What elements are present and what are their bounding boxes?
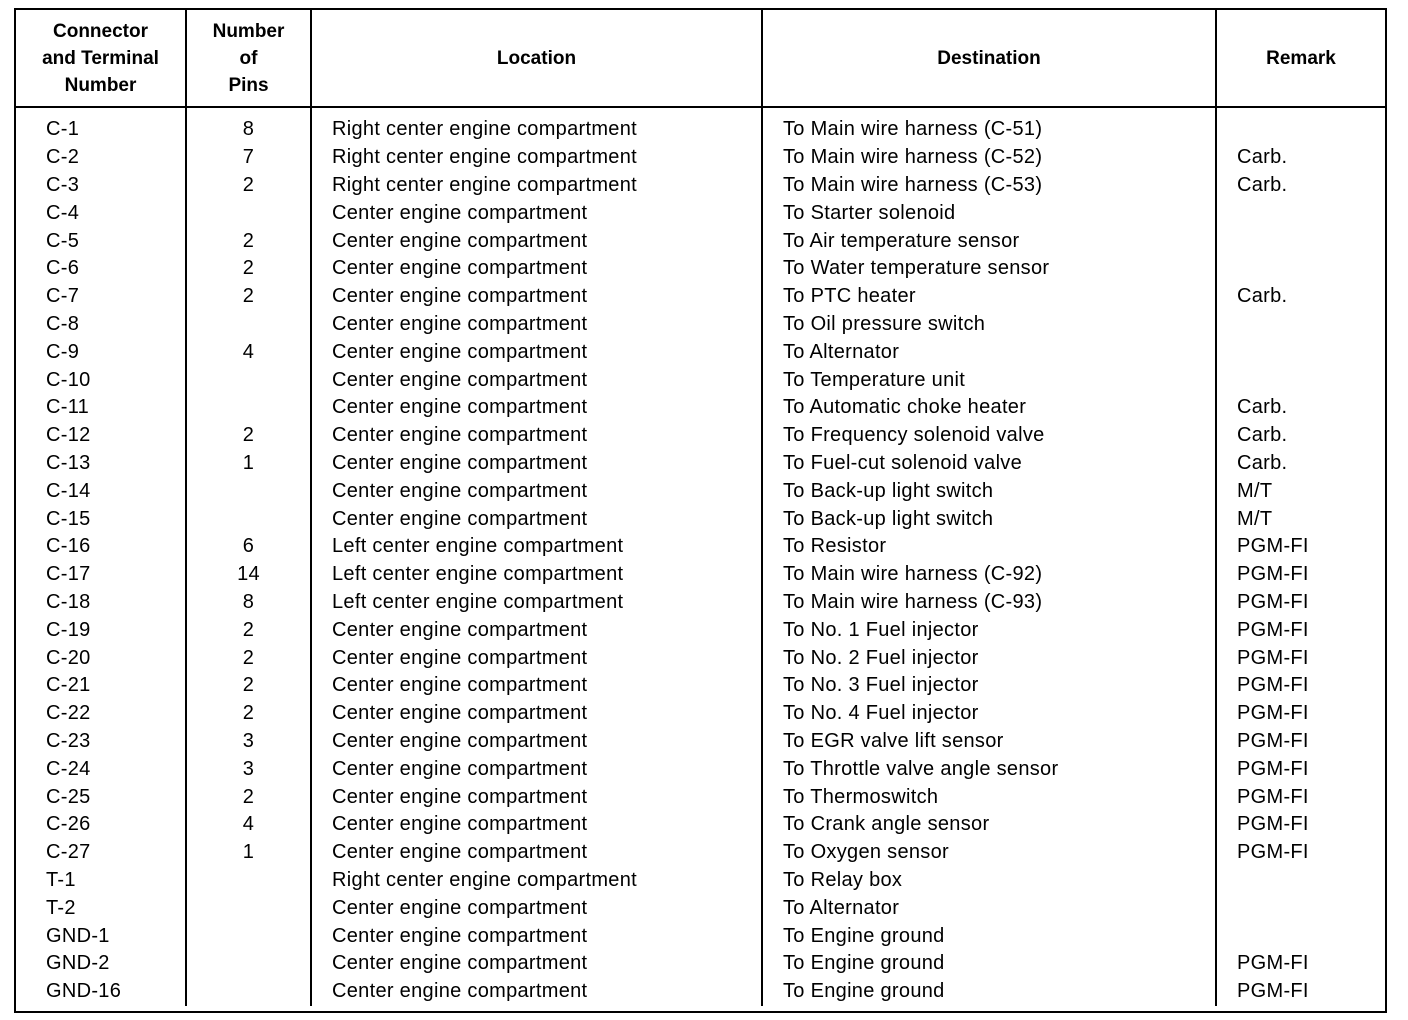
- cell-pins: [186, 867, 311, 895]
- table-row: [16, 366, 1385, 394]
- cell-remark: PGM-FI: [1237, 841, 1309, 864]
- cell-pins: 3: [186, 755, 311, 783]
- table-row: [16, 172, 1385, 200]
- table-row: [16, 394, 1385, 422]
- cell-connector: C-19: [16, 616, 186, 644]
- header-pins-line2: of: [239, 47, 258, 69]
- cell-connector: C-12: [16, 422, 186, 450]
- table-row: [16, 533, 1385, 561]
- table-row: [16, 255, 1385, 283]
- header-connector: [16, 10, 186, 107]
- cell-location: Right center engine compartment: [311, 867, 762, 895]
- table-row: [16, 922, 1385, 950]
- cell-location: Center engine compartment: [311, 311, 762, 339]
- cell-connector: C-24: [16, 755, 186, 783]
- table-row: [16, 672, 1385, 700]
- cell-destination: To Air temperature sensor: [762, 227, 1216, 255]
- cell-destination: To Resistor: [762, 533, 1216, 561]
- header-destination: Destination: [762, 10, 1216, 107]
- cell-destination: To Temperature unit: [762, 366, 1216, 394]
- table-row: [16, 144, 1385, 172]
- cell-remark: PGM-FI: [1237, 785, 1309, 808]
- cell-location: Left center engine compartment: [311, 589, 762, 617]
- cell-pins: 14: [186, 561, 311, 589]
- cell-destination: To Engine ground: [762, 978, 1216, 1006]
- cell-connector: C-8: [16, 311, 186, 339]
- cell-remark: PGM-FI: [1237, 813, 1309, 836]
- cell-connector: C-2: [16, 144, 186, 172]
- cell-connector: GND-2: [16, 950, 186, 978]
- cell-location: Center engine compartment: [311, 783, 762, 811]
- cell-connector: C-22: [16, 700, 186, 728]
- cell-pins: 4: [186, 338, 311, 366]
- cell-location: Right center engine compartment: [311, 144, 762, 172]
- cell-connector: T-2: [16, 894, 186, 922]
- cell-location: Center engine compartment: [311, 922, 762, 950]
- cell-remark: PGM-FI: [1237, 702, 1309, 725]
- cell-location: Center engine compartment: [311, 255, 762, 283]
- cell-destination: To Alternator: [762, 338, 1216, 366]
- cell-connector: C-13: [16, 450, 186, 478]
- cell-location: Center engine compartment: [311, 394, 762, 422]
- cell-connector: C-27: [16, 839, 186, 867]
- cell-remark: [1216, 338, 1385, 366]
- header-location: Location: [311, 10, 762, 107]
- cell-remark: [1216, 311, 1385, 339]
- cell-pins: [186, 311, 311, 339]
- cell-destination: To No. 3 Fuel injector: [762, 672, 1216, 700]
- cell-destination: To Alternator: [762, 894, 1216, 922]
- cell-destination: To Fuel-cut solenoid valve: [762, 450, 1216, 478]
- header-pins: [186, 10, 311, 107]
- connector-table: [14, 8, 1387, 1013]
- header-connector-line1: Connector: [53, 20, 148, 42]
- cell-pins: [186, 950, 311, 978]
- cell-location: Left center engine compartment: [311, 561, 762, 589]
- table-row: [16, 867, 1385, 895]
- cell-destination: To Engine ground: [762, 950, 1216, 978]
- cell-location: Center engine compartment: [311, 755, 762, 783]
- cell-connector: C-1: [16, 107, 186, 144]
- cell-location: Right center engine compartment: [311, 107, 762, 144]
- cell-connector: C-5: [16, 227, 186, 255]
- cell-remark: PGM-FI: [1237, 980, 1309, 1003]
- cell-location: Center engine compartment: [311, 811, 762, 839]
- cell-destination: To Frequency solenoid valve: [762, 422, 1216, 450]
- cell-remark: PGM-FI: [1237, 646, 1309, 669]
- cell-connector: C-10: [16, 366, 186, 394]
- cell-remark: [1216, 255, 1385, 283]
- cell-location: Center engine compartment: [311, 283, 762, 311]
- header-remark: Remark: [1216, 10, 1385, 107]
- cell-destination: To EGR valve lift sensor: [762, 728, 1216, 756]
- cell-pins: [186, 394, 311, 422]
- cell-pins: [186, 477, 311, 505]
- cell-connector: C-26: [16, 811, 186, 839]
- cell-connector: C-21: [16, 672, 186, 700]
- header-row: [16, 10, 1385, 107]
- cell-location: Center engine compartment: [311, 616, 762, 644]
- cell-remark: M/T: [1237, 479, 1273, 502]
- cell-pins: 2: [186, 172, 311, 200]
- cell-pins: 4: [186, 811, 311, 839]
- cell-connector: C-17: [16, 561, 186, 589]
- cell-remark: [1216, 199, 1385, 227]
- table-row: [16, 728, 1385, 756]
- cell-pins: 7: [186, 144, 311, 172]
- cell-connector: GND-16: [16, 978, 186, 1006]
- header-pins-line3: Pins: [228, 74, 269, 96]
- table-row: [16, 700, 1385, 728]
- cell-pins: 2: [186, 783, 311, 811]
- cell-location: Center engine compartment: [311, 477, 762, 505]
- cell-pins: [186, 894, 311, 922]
- cell-remark: Carb.: [1237, 424, 1288, 447]
- cell-location: Center engine compartment: [311, 644, 762, 672]
- connector-grid: [16, 10, 1385, 1006]
- table-row: [16, 338, 1385, 366]
- cell-remark: [1216, 227, 1385, 255]
- cell-remark: [1216, 867, 1385, 895]
- cell-connector: C-6: [16, 255, 186, 283]
- cell-location: Center engine compartment: [311, 894, 762, 922]
- cell-remark: PGM-FI: [1237, 590, 1309, 613]
- cell-remark: M/T: [1237, 507, 1273, 530]
- cell-destination: To Main wire harness (C-93): [762, 589, 1216, 617]
- cell-connector: C-11: [16, 394, 186, 422]
- cell-location: Center engine compartment: [311, 422, 762, 450]
- table-row: [16, 283, 1385, 311]
- table-row: [16, 199, 1385, 227]
- cell-remark: [1216, 366, 1385, 394]
- cell-location: Center engine compartment: [311, 978, 762, 1006]
- cell-destination: To Back-up light switch: [762, 505, 1216, 533]
- cell-destination: To Automatic choke heater: [762, 394, 1216, 422]
- cell-remark: PGM-FI: [1237, 563, 1309, 586]
- cell-pins: 2: [186, 616, 311, 644]
- cell-destination: To Back-up light switch: [762, 477, 1216, 505]
- cell-destination: To Main wire harness (C-52): [762, 144, 1216, 172]
- table-row: [16, 505, 1385, 533]
- cell-destination: To Main wire harness (C-53): [762, 172, 1216, 200]
- table-row: [16, 894, 1385, 922]
- cell-location: Center engine compartment: [311, 227, 762, 255]
- cell-pins: 2: [186, 283, 311, 311]
- cell-pins: 8: [186, 589, 311, 617]
- cell-connector: C-16: [16, 533, 186, 561]
- cell-pins: [186, 978, 311, 1006]
- cell-remark: Carb.: [1237, 451, 1288, 474]
- cell-destination: To Oil pressure switch: [762, 311, 1216, 339]
- cell-remark: PGM-FI: [1237, 757, 1309, 780]
- cell-connector: C-4: [16, 199, 186, 227]
- cell-connector: C-25: [16, 783, 186, 811]
- cell-remark: PGM-FI: [1237, 674, 1309, 697]
- cell-location: Center engine compartment: [311, 672, 762, 700]
- cell-remark: [1216, 107, 1385, 144]
- cell-pins: 1: [186, 839, 311, 867]
- table-row: [16, 311, 1385, 339]
- cell-pins: 2: [186, 644, 311, 672]
- cell-pins: 2: [186, 700, 311, 728]
- cell-destination: To No. 2 Fuel injector: [762, 644, 1216, 672]
- cell-remark: PGM-FI: [1237, 535, 1309, 558]
- table-row: [16, 589, 1385, 617]
- cell-location: Center engine compartment: [311, 199, 762, 227]
- header-connector-line3: Number: [64, 74, 137, 96]
- table-row: [16, 783, 1385, 811]
- cell-connector: C-3: [16, 172, 186, 200]
- cell-destination: To Oxygen sensor: [762, 839, 1216, 867]
- cell-location: Center engine compartment: [311, 839, 762, 867]
- cell-connector: C-15: [16, 505, 186, 533]
- table-row: [16, 422, 1385, 450]
- table-row: [16, 616, 1385, 644]
- table-row: [16, 839, 1385, 867]
- cell-destination: To No. 1 Fuel injector: [762, 616, 1216, 644]
- cell-location: Right center engine compartment: [311, 172, 762, 200]
- cell-pins: 6: [186, 533, 311, 561]
- cell-connector: C-18: [16, 589, 186, 617]
- cell-remark: Carb.: [1237, 396, 1288, 419]
- cell-pins: 8: [186, 107, 311, 144]
- cell-pins: 2: [186, 422, 311, 450]
- table-row: [16, 227, 1385, 255]
- cell-destination: To Main wire harness (C-92): [762, 561, 1216, 589]
- cell-remark: PGM-FI: [1237, 618, 1309, 641]
- cell-destination: To Crank angle sensor: [762, 811, 1216, 839]
- cell-connector: C-23: [16, 728, 186, 756]
- table-row: [16, 978, 1385, 1006]
- table-body: [16, 107, 1385, 1006]
- cell-pins: [186, 199, 311, 227]
- cell-pins: 2: [186, 672, 311, 700]
- table-row: [16, 477, 1385, 505]
- cell-connector: C-20: [16, 644, 186, 672]
- cell-pins: 2: [186, 255, 311, 283]
- table-row: [16, 755, 1385, 783]
- cell-pins: 3: [186, 728, 311, 756]
- cell-remark: Carb.: [1237, 173, 1288, 196]
- cell-destination: To Main wire harness (C-51): [762, 107, 1216, 144]
- table-row: [16, 107, 1385, 144]
- cell-connector: GND-1: [16, 922, 186, 950]
- cell-connector: C-14: [16, 477, 186, 505]
- table-row: [16, 950, 1385, 978]
- cell-destination: To Throttle valve angle sensor: [762, 755, 1216, 783]
- cell-connector: C-9: [16, 338, 186, 366]
- cell-remark: PGM-FI: [1237, 729, 1309, 752]
- table-row: [16, 450, 1385, 478]
- cell-destination: To Water temperature sensor: [762, 255, 1216, 283]
- cell-pins: 2: [186, 227, 311, 255]
- cell-pins: 1: [186, 450, 311, 478]
- cell-pins: [186, 505, 311, 533]
- cell-pins: [186, 922, 311, 950]
- cell-remark: PGM-FI: [1237, 952, 1309, 975]
- cell-destination: To Engine ground: [762, 922, 1216, 950]
- cell-remark: [1216, 894, 1385, 922]
- cell-location: Center engine compartment: [311, 505, 762, 533]
- cell-pins: [186, 366, 311, 394]
- cell-location: Center engine compartment: [311, 450, 762, 478]
- cell-location: Center engine compartment: [311, 366, 762, 394]
- cell-destination: To No. 4 Fuel injector: [762, 700, 1216, 728]
- cell-connector: C-7: [16, 283, 186, 311]
- cell-location: Center engine compartment: [311, 950, 762, 978]
- cell-remark: [1216, 922, 1385, 950]
- cell-destination: To Starter solenoid: [762, 199, 1216, 227]
- cell-remark: Carb.: [1237, 146, 1288, 169]
- table-row: [16, 811, 1385, 839]
- cell-location: Center engine compartment: [311, 338, 762, 366]
- cell-location: Center engine compartment: [311, 700, 762, 728]
- cell-destination: To Thermoswitch: [762, 783, 1216, 811]
- cell-location: Center engine compartment: [311, 728, 762, 756]
- header-connector-line2: and Terminal: [42, 47, 159, 69]
- table-row: [16, 561, 1385, 589]
- cell-location: Left center engine compartment: [311, 533, 762, 561]
- cell-destination: To PTC heater: [762, 283, 1216, 311]
- table-row: [16, 644, 1385, 672]
- cell-connector: T-1: [16, 867, 186, 895]
- header-pins-line1: Number: [212, 20, 285, 42]
- cell-remark: Carb.: [1237, 285, 1288, 308]
- cell-destination: To Relay box: [762, 867, 1216, 895]
